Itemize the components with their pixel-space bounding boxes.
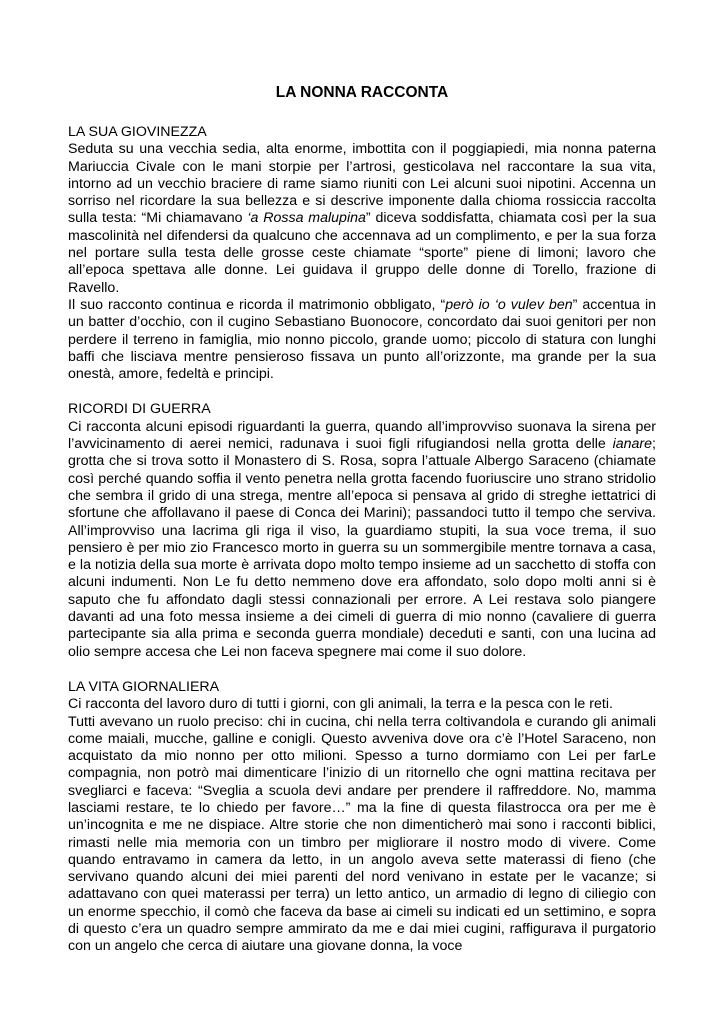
section-heading: LA VITA GIORNALIERA xyxy=(68,678,220,695)
paragraph xyxy=(68,419,656,661)
document-title: LA NONNA RACCONTA xyxy=(275,84,449,101)
paragraph xyxy=(68,696,656,713)
text-run: Ci racconta alcuni episodi riguardanti la guerra, quando all’improvviso suonava la sirena per l’avvicinamento di aerei nemici, radunava i suoi figli rifugiandosi nella grotta delle xyxy=(68,418,656,453)
text-run: ” accentua in un batter d’occhio, con il cugino Sebastiano Buonocore, concordato dai suoi genitori per non perdere il terreno in famiglia, mio nonno piccolo, grande uomo; piccolo di statura con lunghi baffi che lisciava mentre pensieroso fissava un punto all’orizzonte, ma grande per la sua onestà, amore, fedeltà e principi. xyxy=(68,296,657,383)
section-giovinezza xyxy=(68,124,656,383)
paragraph xyxy=(68,297,656,383)
text-run: Tutti avevano un ruolo preciso: chi in cucina, chi nella terra coltivandola e curando gli animali come maiali, mucche, galline e conigli. Questo avveniva dove ora c’è l’Hotel Saraceno, non acquistato da mio nonno per otto milioni. Spesso a turno dormiamo con Lei per farLe compagnia, non potrò mai dimenticare l’inizio di un ritornello che ogni mattina recitava per svegliarci e faceva: “Sveglia a scuola devi andare per prendere il raffreddore. No, mamma lasciami restare, te lo chiedo per favore…” ma la fine di questa filastrocca ora per me è un’incognita e me ne dispiace. Altre storie che non dimenticherò mai sono i racconti biblici, rimasti nelle mia memoria con un timbro per migliorare il nostro modo di vivere. Come quando entravamo in camera da letto, in un angolo aveva sette materassi di fieno (che servivano quando alcuni dei miei parenti del nord venivano in estate per le vacanze; si adattavano con quei materassi per terra) un letto antico, un armadio di legno di ciliegio con un enorme specchio, il comò che faceva da base ai cimeli su indicati ed un settimino, e sopra di questo c’era un quadro sempre ammirato da me e dai miei cugini, raffigurava il purgatorio con un angelo che cerca di aiutare una giovane donna, la voce xyxy=(68,713,656,955)
italic-text-run: però io ‘o vulev ben xyxy=(445,296,573,313)
text-run: ; grotta che si trova sotto il Monastero di S. Rosa, sopra l’attuale Albergo Saraceno (chiamate così perché quando soffia il vento penetra nella grotta facendo fuoriuscire uno strano stridolio che sembra il grido di una strega, mentre all’epoca si pensava al grido di streghe iettatrici di sfortune che affollavano il paese di Conca dei Marini); passandoci tutto il tempo che serviva. All’improvviso una lacrima gli riga il viso, la guardiamo stupiti, la sua voce trema, il suo pensiero è per mio zio Francesco morto in guerra su un sommergibile mentre tornava a casa, e la notizia della sua morte è arrivata dopo molto tempo insieme ad un sacchetto di stoffa con alcuni indumenti. Non Le fu detto nemmeno dove era affondato, solo dopo molti anni si è saputo che fu affondato dagli stessi connazionali per errore. A Lei restava solo piangere davanti ad una foto messa insieme a dei cimeli di guerra di mio nonno (cavaliere di guerra partecipante sia alla prima e seconda guerra mondiale) deceduti e santi, con una lucina ad olio sempre accesa che Lei non faceva spegnere mai come il suo dolore. xyxy=(68,436,656,660)
paragraph xyxy=(68,714,656,956)
text-run: Il suo racconto continua e ricorda il matrimonio obbligato, “ xyxy=(68,296,446,313)
text-run: Seduta su una vecchia sedia, alta enorme, imbottita con il poggiapiedi, mia nonna paterna Mariuccia Civale con le mani storpie per l’artrosi, gesticolava nel raccontare la sua vita, intorno ad un vecchio braciere di rame siamo riuniti con Lei alcuni suoi nipotini. Accenna un sorriso nel ricordare la sua bellezza e si descrive imponente dalla chioma rossiccia raccolta sulla testa: “Mi chiamavano xyxy=(68,141,656,227)
section-heading: RICORDI DI GUERRA xyxy=(68,401,211,418)
italic-text-run: ianare xyxy=(612,436,653,453)
text-run: ” diceva soddisfatta, chiamata così per la sua mascolinità nel difendersi da qualcuno che accennava ad un complimento, e per la sua forza nel portare sulla testa delle grosse ceste chiamate “sporte” piene di limoni; lavoro che all’epoca spettava alle donne. Lei guidava il gruppo delle donne di Torello, frazione di Ravello. xyxy=(68,210,656,296)
italic-text-run: ‘a Rossa malupina xyxy=(247,210,366,227)
section-vita-giornaliera xyxy=(68,679,656,956)
paragraph xyxy=(68,141,656,297)
text-run: Ci racconta del lavoro duro di tutti i giorni, con gli animali, la terra e la pesca con le reti. xyxy=(68,696,613,713)
section-guerra xyxy=(68,401,656,660)
section-heading: LA SUA GIOVINEZZA xyxy=(68,124,207,140)
